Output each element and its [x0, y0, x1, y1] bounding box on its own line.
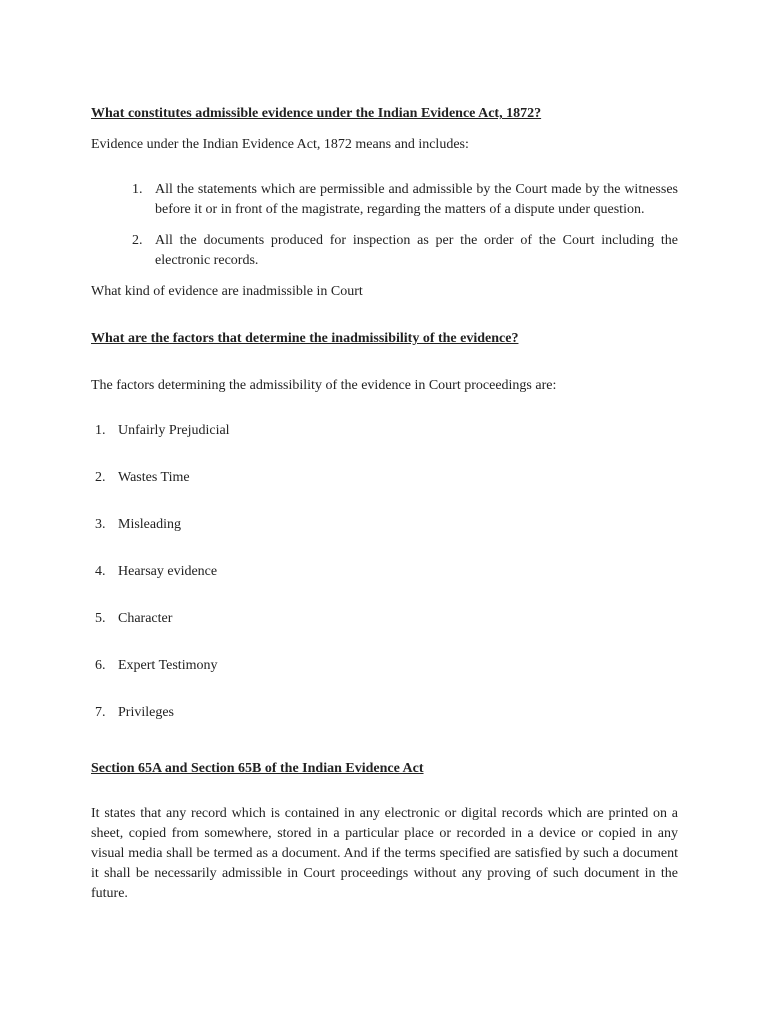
list-item	[91, 562, 678, 582]
list-item-text: All the statements which are permissible and admissible by the Court made by the witnesses before it or in front of the magistrate, regarding the matters of a dispute under question.	[155, 182, 678, 217]
list-item-number: 2.	[95, 470, 106, 485]
list-item-text: Unfairly Prejudicial	[118, 423, 230, 438]
list-item-number: 5.	[95, 611, 106, 626]
list-item-number: 2.	[132, 233, 143, 248]
list-item-text: Hearsay evidence	[118, 564, 218, 579]
list-item-number: 4.	[95, 564, 106, 579]
list-item-text: Wastes Time	[118, 470, 190, 485]
list-item	[91, 609, 678, 629]
list-item	[91, 656, 678, 676]
inadmissible-evidence-line: What kind of evidence are inadmissible in Court	[91, 284, 363, 299]
list-item-number: 3.	[95, 517, 106, 532]
list-item	[91, 515, 678, 535]
list-item-number: 6.	[95, 658, 106, 673]
list-item-text: Misleading	[118, 517, 181, 532]
list-item	[91, 231, 678, 271]
list-item-number: 1.	[132, 182, 143, 197]
list-item-number: 7.	[95, 705, 106, 720]
list-item	[91, 468, 678, 488]
intro-factors: The factors determining the admissibility of the evidence in Court proceedings are:	[91, 378, 557, 393]
list-item	[91, 180, 678, 220]
list-item-text: All the documents produced for inspection as per the order of the Court including the electronic records.	[155, 233, 678, 268]
list-item-number: 1.	[95, 423, 106, 438]
list-item-text: Privileges	[118, 705, 174, 720]
evidence-includes-list	[91, 180, 678, 271]
factors-list	[91, 421, 678, 723]
document-page	[91, 104, 678, 904]
list-item	[91, 703, 678, 723]
list-item-text: Character	[118, 611, 173, 626]
heading-admissible-evidence: What constitutes admissible evidence under the Indian Evidence Act, 1872?	[91, 106, 542, 121]
heading-inadmissibility-factors: What are the factors that determine the inadmissibility of the evidence?	[91, 331, 519, 346]
list-item-text: Expert Testimony	[118, 658, 218, 673]
heading-section-65: Section 65A and Section 65B of the Indian Evidence Act	[91, 761, 424, 776]
section-65-paragraph: It states that any record which is contained in any electronic or digital records which are printed on a sheet, copied from somewhere, stored in a particular place or recorded in a device or copied in any visual media shall be termed as a document. And if the terms specified are satisfied by such a document it shall be necessarily admissible in Court proceedings without any proving of such document in the future.	[91, 806, 678, 901]
intro-evidence-definition: Evidence under the Indian Evidence Act, 1872 means and includes:	[91, 137, 469, 152]
list-item	[91, 421, 678, 441]
